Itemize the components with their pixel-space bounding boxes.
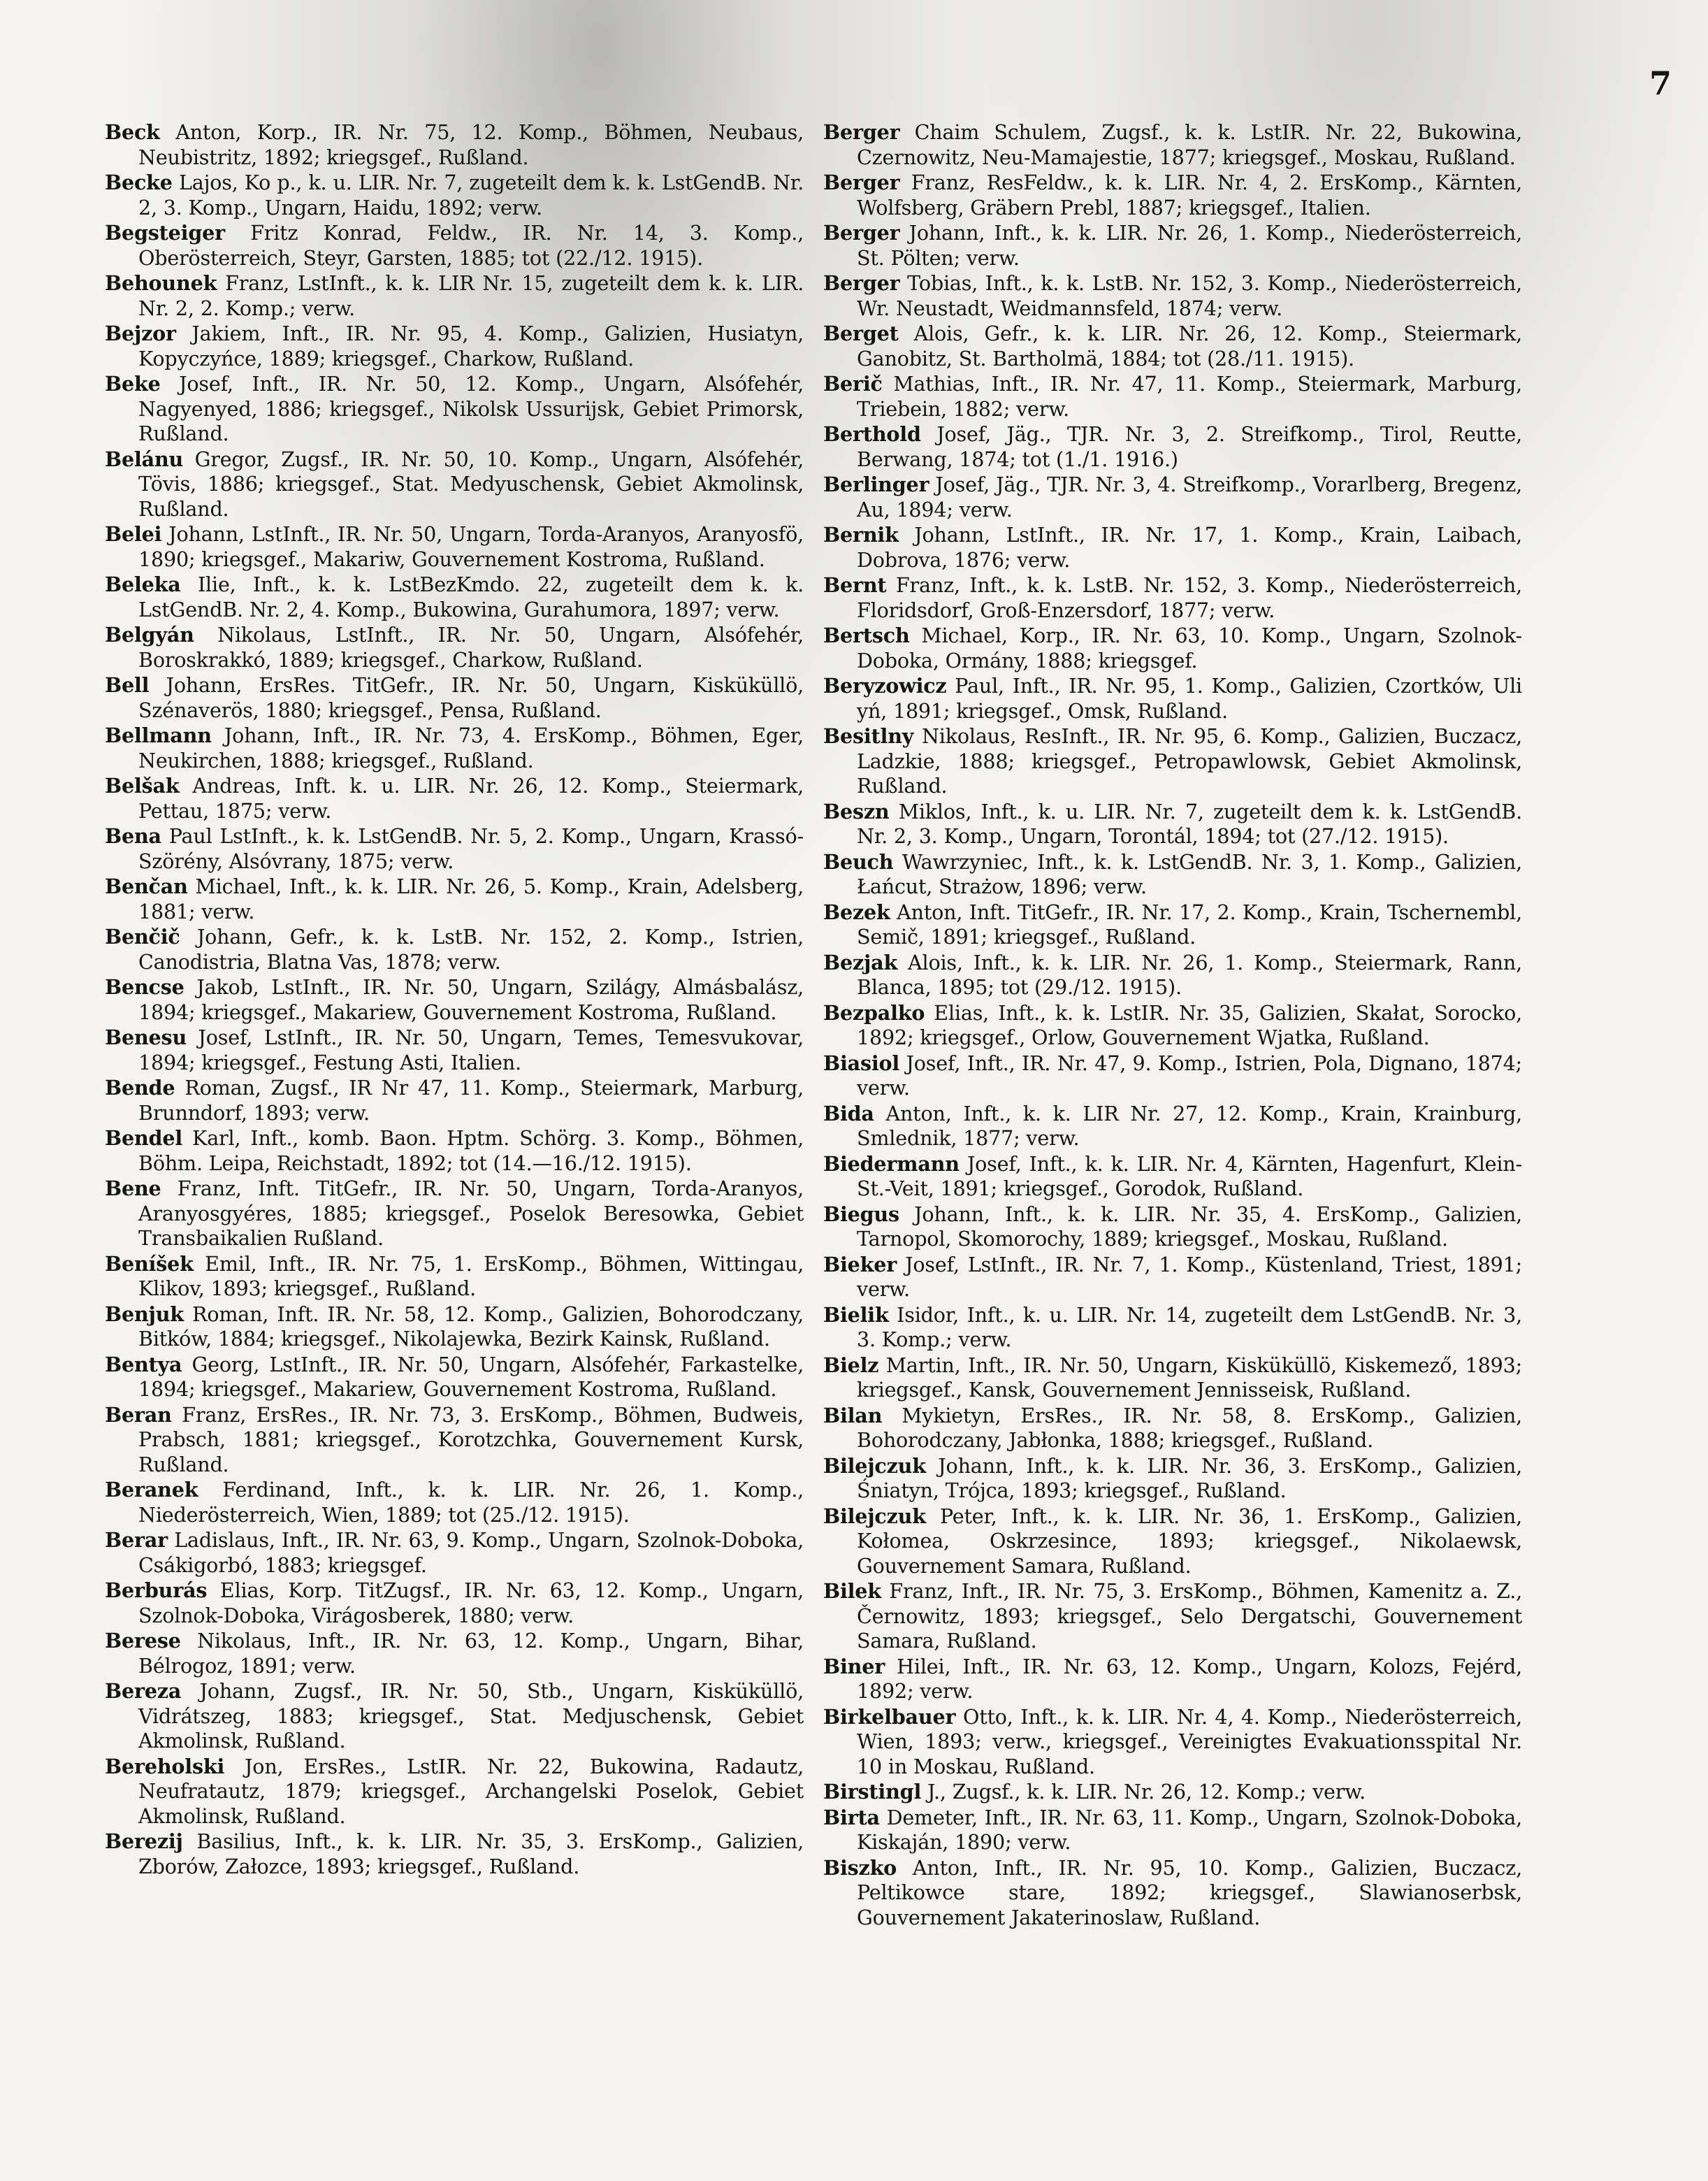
left-column: [105, 120, 804, 1880]
register-entry: [105, 221, 804, 271]
entry-surname: Bezpalko: [823, 1000, 925, 1025]
entry-details: Johann, Inft., k. k. LIR. Nr. 36, 3. ErsKomp., Galizien, Śniatyn, Trójca, 1893; kriegsgef., Rußland.: [857, 1453, 1523, 1502]
entry-surname: Berger: [823, 271, 900, 295]
register-entry: [823, 1655, 1522, 1704]
entry-surname: Bereholski: [105, 1754, 225, 1778]
register-entry: [823, 624, 1522, 673]
entry-surname: Biszko: [823, 1855, 897, 1880]
register-entry: [823, 1152, 1522, 1202]
entry-surname: Biner: [823, 1654, 885, 1678]
entry-surname: Berič: [823, 372, 883, 396]
register-entry: [105, 120, 804, 170]
entry-details: Karl, Inft., komb. Baon. Hptm. Schörg. 3. Komp., Böhmen, Böhm. Leipa, Reichstadt, 1892; tot (14.—16./12. 1915).: [138, 1126, 804, 1175]
entry-details: Lajos, Ko p., k. u. LIR. Nr. 7, zugeteilt dem k. k. LstGendB. Nr. 2, 3. Komp., Ungarn, Haidu, 1892; verw.: [138, 171, 804, 219]
entry-details: Johann, Inft., k. k. LIR. Nr. 26, 1. Komp., Niederösterreich, St. Pölten; verw.: [857, 221, 1523, 270]
entry-details: Franz, Inft. TitGefr., IR. Nr. 50, Ungarn, Torda-Aranyos, Aranyosgyéres, 1885; kriegsgef., Poselok Beresowka, Gebiet Transbaikalien Rußland.: [138, 1176, 804, 1250]
register-entry: [823, 1051, 1522, 1101]
entry-details: Paul, Inft., IR. Nr. 95, 1. Komp., Galizien, Czortków, Uli yń, 1891; kriegsgef., Omsk, Rußland.: [857, 674, 1522, 723]
register-entry: [823, 800, 1522, 849]
register-entry: [105, 1302, 804, 1352]
entry-surname: Bida: [823, 1101, 874, 1125]
entry-surname: Bezek: [823, 900, 890, 924]
register-entry: [823, 1780, 1522, 1805]
entry-surname: Berger: [823, 120, 900, 144]
entry-surname: Berget: [823, 322, 899, 345]
register-entry: [105, 1126, 804, 1176]
page-number: 7: [1649, 64, 1672, 102]
entry-details: Andreas, Inft. k. u. LIR. Nr. 26, 12. Komp., Steiermark, Pettau, 1875; verw.: [138, 774, 804, 823]
register-entry: [823, 372, 1522, 422]
entry-surname: Berburás: [105, 1578, 208, 1602]
register-entry: [823, 523, 1522, 573]
entry-details: Ilie, Inft., k. k. LstBezKmdo. 22, zugeteilt dem k. k. LstGendB. Nr. 2, 4. Komp., Bukowina, Gurahumora, 1897; verw.: [138, 573, 804, 621]
entry-details: Franz, ErsRes., IR. Nr. 73, 3. ErsKomp., Böhmen, Budweis, Prabsch, 1881; kriegsgef., Korotzchka, Gouvernement Kursk, Rußland.: [138, 1402, 804, 1476]
register-entry: [105, 1252, 804, 1302]
register-entry: [105, 1403, 804, 1478]
entry-surname: Bilan: [823, 1403, 883, 1427]
entry-details: Franz, Inft., k. k. LstB. Nr. 152, 3. Komp., Niederösterreich, Floridsdorf, Groß-Enzersdorf, 1877; verw.: [857, 573, 1522, 622]
register-entry: [823, 422, 1522, 472]
entry-details: Michael, Korp., IR. Nr. 63, 10. Komp., Ungarn, Szolnok-Doboka, Ormány, 1888; kriegsgef.: [857, 624, 1523, 672]
register-entry: [105, 1528, 804, 1578]
register-entry: [105, 824, 804, 874]
entry-surname: Bieker: [823, 1252, 897, 1276]
entry-details: Mykietyn, ErsRes., IR. Nr. 58, 8. ErsKomp., Galizien, Bohorodczany, Jabłonka, 1888; kriegsgef., Rußland.: [857, 1403, 1522, 1452]
entry-details: Jakiem, Inft., IR. Nr. 95, 4. Komp., Galizien, Husiatyn, Kopyczyńce, 1889; kriegsgef., Charkow, Rußland.: [138, 322, 804, 370]
register-entry: [105, 1578, 804, 1628]
entry-surname: Berger: [823, 171, 900, 194]
register-entry: [823, 850, 1522, 900]
entry-details: Basilius, Inft., k. k. LIR. Nr. 35, 3. ErsKomp., Galizien, Zborów, Załozce, 1893; kriegsgef., Rußland.: [138, 1829, 804, 1878]
entry-details: Josef, LstInft., IR. Nr. 7, 1. Komp., Küstenland, Triest, 1891; verw.: [857, 1252, 1523, 1301]
entry-details: Fritz Konrad, Feldw., IR. Nr. 14, 3. Komp., Oberösterreich, Steyr, Garsten, 1885; tot (22./12. 1915).: [138, 221, 804, 270]
register-entry: [823, 1856, 1522, 1931]
register-entry: [823, 1579, 1522, 1654]
entry-details: Jakob, LstInft., IR. Nr. 50, Ungarn, Szilágy, Almásbalász, 1894; kriegsgef., Makariew, Gouvernement Kostroma, Rußland.: [138, 975, 804, 1024]
entry-details: J., Zugsf., k. k. LIR. Nr. 26, 12. Komp.; verw.: [927, 1780, 1366, 1804]
entry-surname: Bencse: [105, 975, 184, 999]
entry-surname: Bellmann: [105, 724, 212, 747]
entry-surname: Berlinger: [823, 473, 929, 496]
entry-details: Franz, ResFeldw., k. k. LIR. Nr. 4, 2. ErsKomp., Kärnten, Wolfsberg, Gräbern Prebl, 1887; kriegsgef., Italien.: [857, 171, 1522, 219]
entry-details: Josef, Jäg., TJR. Nr. 3, 2. Streifkomp., Tirol, Reutte, Berwang, 1874; tot (1./1. 1916.): [857, 422, 1523, 471]
entry-details: Nikolaus, Inft., IR. Nr. 63, 12. Komp., Ungarn, Bihar, Bélrogoz, 1891; verw.: [138, 1629, 804, 1678]
register-entry: [105, 1076, 804, 1125]
entry-surname: Biedermann: [823, 1151, 960, 1176]
entry-surname: Biasiol: [823, 1051, 900, 1075]
register-entry: [823, 1001, 1522, 1051]
entry-surname: Beleka: [105, 573, 181, 596]
entry-surname: Beranek: [105, 1478, 198, 1502]
register-entry: [105, 522, 804, 572]
register-entry: [823, 1253, 1522, 1302]
register-entry: [823, 1202, 1522, 1252]
entry-surname: Belei: [105, 522, 162, 546]
entry-details: Gregor, Zugsf., IR. Nr. 50, 10. Komp., Ungarn, Alsófehér, Tövis, 1886; kriegsgef., Stat. Medyuschensk, Gebiet Akmolinsk, Rußland.: [138, 447, 804, 521]
register-entry: [105, 447, 804, 522]
register-entry: [105, 1679, 804, 1754]
entry-surname: Bilejczuk: [823, 1453, 926, 1478]
entry-surname: Birta: [823, 1805, 880, 1829]
entry-surname: Beryzowicz: [823, 674, 947, 698]
entry-surname: Belšak: [105, 774, 180, 798]
entry-details: Roman, Zugsf., IR Nr 47, 11. Komp., Steiermark, Marburg, Brunndorf, 1893; verw.: [138, 1076, 804, 1125]
entry-details: Emil, Inft., IR. Nr. 75, 1. ErsKomp., Böhmen, Wittingau, Klikov, 1893; kriegsgef., Rußland.: [138, 1251, 804, 1300]
entry-details: Nikolaus, LstInft., IR. Nr. 50, Ungarn, Alsófehér, Boroskrakkó, 1889; kriegsgef., Charkow, Rußland.: [138, 623, 804, 672]
entry-details: Chaim Schulem, Zugsf., k. k. LstIR. Nr. 22, Bukowina, Czernowitz, Neu-Mamajestie, 1877; kriegsgef., Moskau, Rußland.: [857, 120, 1522, 169]
entry-details: Franz, LstInft., k. k. LIR Nr. 15, zugeteilt dem k. k. LIR. Nr. 2, 2. Komp.; verw.: [138, 271, 804, 320]
entry-surname: Bilejczuk: [823, 1504, 926, 1528]
entry-surname: Berezij: [105, 1829, 183, 1853]
entry-details: Alois, Gefr., k. k. LIR. Nr. 26, 12. Komp., Steiermark, Ganobitz, St. Bartholmä, 1884; tot (28./11. 1915).: [857, 322, 1522, 370]
register-entry: [823, 724, 1522, 799]
entry-surname: Bentya: [105, 1352, 182, 1376]
entry-surname: Bell: [105, 673, 150, 697]
entry-details: Johann, Zugsf., IR. Nr. 50, Stb., Ungarn, Kisküküllö, Vidrátszeg, 1883; kriegsgef., Stat. Medjuschensk, Gebiet Akmolinsk, Rußland.: [138, 1679, 804, 1752]
entry-surname: Berger: [823, 221, 900, 245]
register-entry: [105, 1025, 804, 1075]
entry-details: Josef, Inft., k. k. LIR. Nr. 4, Kärnten, Hagenfurt, Klein-St.-Veit, 1891; kriegsgef., Gorodok, Rußland.: [857, 1151, 1523, 1200]
register-entry: [823, 1806, 1522, 1855]
entry-surname: Bielik: [823, 1302, 889, 1327]
register-entry: [105, 372, 804, 447]
register-entry: [105, 573, 804, 622]
entry-surname: Bendel: [105, 1126, 182, 1150]
entry-details: Otto, Inft., k. k. LIR. Nr. 4, 4. Komp., Niederösterreich, Wien, 1893; verw., kriegsgef., Vereinigtes Evakuationsspital Nr. 10 in Moskau, Rußland.: [857, 1704, 1522, 1778]
register-entry: [105, 673, 804, 723]
register-entry: [105, 1478, 804, 1527]
entry-details: Elias, Inft., k. k. LstIR. Nr. 35, Galizien, Skałat, Sorocko, 1892; kriegsgef., Orlow, Gouvernement Wjatka, Rußland.: [857, 1000, 1523, 1049]
entry-surname: Bereza: [105, 1679, 182, 1703]
entry-surname: Beuch: [823, 849, 894, 874]
entry-details: Nikolaus, ResInft., IR. Nr. 95, 6. Komp., Galizien, Buczacz, Ladzkie, 1888; kriegsgef., Petropawlowsk, Gebiet Akmolinsk, Rußland.: [857, 724, 1523, 798]
entry-surname: Bernik: [823, 523, 899, 547]
entry-surname: Bilek: [823, 1579, 881, 1603]
entry-surname: Bejzor: [105, 322, 176, 345]
entry-details: Josef, Inft., IR. Nr. 47, 9. Komp., Istrien, Pola, Dignano, 1874; verw.: [857, 1051, 1522, 1100]
entry-details: Alois, Inft., k. k. LIR. Nr. 26, 1. Komp., Steiermark, Rann, Blanca, 1895; tot (29./12. 1915).: [857, 950, 1523, 999]
entry-surname: Beran: [105, 1402, 172, 1427]
register-entry: [105, 975, 804, 1025]
register-entry: [823, 1303, 1522, 1353]
register-entry: [823, 1102, 1522, 1151]
entry-details: Tobias, Inft., k. k. LstB. Nr. 152, 3. Komp., Niederösterreich, Wr. Neustadt, Weidmannsfeld, 1874; verw.: [857, 271, 1522, 320]
entry-surname: Bernt: [823, 573, 887, 597]
entry-details: Johann, Inft., k. k. LIR. Nr. 35, 4. ErsKomp., Galizien, Tarnopol, Skomorochy, 1889; kriegsgef., Moskau, Rußland.: [857, 1202, 1523, 1251]
entry-surname: Bene: [105, 1176, 161, 1200]
entry-details: Anton, Inft., IR. Nr. 95, 10. Komp., Galizien, Buczacz, Peltikowce stare, 1892; kriegsgef., Slawianoserbsk, Gouvernement Jakaterinoslaw, Rußland.: [857, 1855, 1523, 1929]
entry-details: Anton, Korp., IR. Nr. 75, 12. Komp., Böhmen, Neubaus, Neubistritz, 1892; kriegsgef., Rußland.: [138, 120, 804, 169]
entry-details: Josef, LstInft., IR. Nr. 50, Ungarn, Temes, Temesvukovar, 1894; kriegsgef., Festung Asti, Italien.: [138, 1025, 804, 1074]
entry-surname: Birkelbauer: [823, 1704, 956, 1729]
register-entry: [105, 874, 804, 924]
register-entry: [823, 120, 1522, 170]
entry-surname: Berthold: [823, 422, 921, 446]
register-entry: [105, 774, 804, 823]
register-entry: [823, 271, 1522, 321]
register-entry: [105, 271, 804, 321]
register-entry: [105, 1353, 804, 1402]
register-entry: [823, 1705, 1522, 1780]
entry-surname: Behounek: [105, 271, 217, 295]
entry-surname: Bielz: [823, 1353, 879, 1377]
entry-details: Jon, ErsRes., LstIR. Nr. 22, Bukowina, Radautz, Neufratautz, 1879; kriegsgef., Archangelski Poselok, Gebiet Akmolinsk, Rußland.: [138, 1754, 804, 1828]
entry-details: Martin, Inft., IR. Nr. 50, Ungarn, Kisküküllö, Kiskemező, 1893; kriegsgef., Kansk, Gouvernement Jennisseisk, Rußland.: [857, 1353, 1523, 1402]
register-entry: [105, 1176, 804, 1251]
entry-details: Hilei, Inft., IR. Nr. 63, 12. Komp., Ungarn, Kolozs, Fejérd, 1892; verw.: [857, 1654, 1523, 1703]
entry-surname: Besitlny: [823, 724, 914, 748]
register-entry: [105, 171, 804, 220]
entry-surname: Belgyán: [105, 623, 194, 647]
register-entry: [823, 171, 1522, 220]
right-column: [823, 120, 1522, 1931]
entry-details: Franz, Inft., IR. Nr. 75, 3. ErsKomp., Böhmen, Kamenitz a. Z., Černowitz, 1893; kriegsgef., Selo Dergatschi, Gouvernement Samara, Rußland.: [857, 1579, 1522, 1653]
register-entry: [105, 1755, 804, 1829]
entry-surname: Benesu: [105, 1025, 187, 1049]
entry-surname: Benčič: [105, 925, 180, 949]
entry-details: Josef, Inft., IR. Nr. 50, 12. Komp., Ungarn, Alsófehér, Nagyenyed, 1886; kriegsgef., Nikolsk Ussurijsk, Gebiet Primorsk, Rußland.: [138, 372, 804, 445]
entry-surname: Beck: [105, 120, 160, 144]
entry-surname: Benčan: [105, 874, 188, 898]
entry-details: Georg, LstInft., IR. Nr. 50, Ungarn, Alsófehér, Farkastelke, 1894; kriegsgef., Makariew, Gouvernement Kostroma, Rußland.: [138, 1352, 804, 1401]
entry-surname: Bena: [105, 824, 161, 848]
entry-surname: Benjuk: [105, 1302, 184, 1326]
entry-details: Anton, Inft. TitGefr., IR. Nr. 17, 2. Komp., Krain, Tschernembl, Semič, 1891; kriegsgef., Rußland.: [857, 900, 1522, 949]
register-entry: [823, 573, 1522, 623]
entry-surname: Beníšek: [105, 1251, 194, 1276]
entry-details: Miklos, Inft., k. u. LIR. Nr. 7, zugeteilt dem k. k. LstGendB. Nr. 2, 3. Komp., Ungarn, Torontál, 1894; tot (27./12. 1915).: [857, 799, 1522, 848]
entry-surname: Becke: [105, 171, 173, 194]
entry-details: Josef, Jäg., TJR. Nr. 3, 4. Streifkomp., Vorarlberg, Bregenz, Au, 1894; verw.: [857, 473, 1522, 521]
entry-details: Johann, LstInft., IR. Nr. 17, 1. Komp., Krain, Laibach, Dobrova, 1876; verw.: [857, 523, 1523, 572]
register-entry: [823, 900, 1522, 950]
entry-details: Johann, ErsRes. TitGefr., IR. Nr. 50, Ungarn, Kisküküllö, Szénaverös, 1880; kriegsgef., Pensa, Rußland.: [138, 673, 804, 722]
entry-surname: Begsteiger: [105, 221, 225, 245]
register-entry: [105, 724, 804, 773]
entry-details: Peter, Inft., k. k. LIR. Nr. 36, 1. ErsKomp., Galizien, Kołomea, Oskrzesince, 1893; kriegsgef., Nikolaewsk, Gouvernement Samara, Rußland.: [857, 1504, 1522, 1578]
entry-details: Anton, Inft., k. k. LIR Nr. 27, 12. Komp., Krain, Krainburg, Smlednik, 1877; verw.: [857, 1101, 1523, 1150]
entry-surname: Beszn: [823, 799, 890, 823]
entry-details: Michael, Inft., k. k. LIR. Nr. 26, 5. Komp., Krain, Adelsberg, 1881; verw.: [138, 874, 804, 923]
entry-surname: Bezjak: [823, 950, 898, 974]
register-entry: [823, 1404, 1522, 1453]
register-entry: [105, 925, 804, 974]
entry-surname: Bende: [105, 1076, 175, 1100]
entry-details: Johann, Gefr., k. k. LstB. Nr. 152, 2. Komp., Istrien, Canodistria, Blatna Vas, 1878; verw.: [138, 925, 804, 974]
entry-details: Ferdinand, Inft., k. k. LIR. Nr. 26, 1. Komp., Niederösterreich, Wien, 1889; tot (25./12. 1915).: [138, 1478, 804, 1527]
register-entry: [823, 674, 1522, 724]
register-entry: [823, 1353, 1522, 1403]
entry-details: Isidor, Inft., k. u. LIR. Nr. 14, zugeteilt dem LstGendB. Nr. 3, 3. Komp.; verw.: [857, 1302, 1523, 1351]
entry-surname: Berar: [105, 1528, 168, 1552]
entry-surname: Birstingl: [823, 1780, 922, 1804]
register-entry: [823, 1454, 1522, 1504]
register-entry: [823, 473, 1522, 522]
register-entry: [105, 322, 804, 371]
register-entry: [105, 1829, 804, 1879]
register-entry: [105, 1629, 804, 1678]
entry-details: Wawrzyniec, Inft., k. k. LstGendB. Nr. 3, 1. Komp., Galizien, Łańcut, Strażow, 1896; verw.: [857, 849, 1523, 898]
register-entry: [823, 322, 1522, 371]
register-entry: [823, 221, 1522, 271]
entry-details: Roman, Inft. IR. Nr. 58, 12. Komp., Galizien, Bohorodczany, Bitków, 1884; kriegsgef., Nikolajewka, Bezirk Kainsk, Rußland.: [138, 1302, 804, 1351]
register-entry: [823, 951, 1522, 1000]
register-entry: [823, 1504, 1522, 1579]
entry-details: Johann, LstInft., IR. Nr. 50, Ungarn, Torda-Aranyos, Aranyosfö, 1890; kriegsgef., Makariw, Gouvernement Kostroma, Rußland.: [138, 522, 804, 571]
entry-details: Johann, Inft., IR. Nr. 73, 4. ErsKomp., Böhmen, Eger, Neukirchen, 1888; kriegsgef., Rußland.: [138, 724, 804, 772]
entry-details: Mathias, Inft., IR. Nr. 47, 11. Komp., Steiermark, Marburg, Triebein, 1882; verw.: [857, 372, 1523, 421]
entry-surname: Berese: [105, 1629, 181, 1653]
entry-surname: Beke: [105, 372, 161, 396]
entry-details: Elias, Korp. TitZugsf., IR. Nr. 63, 12. Komp., Ungarn, Szolnok-Doboka, Virágosberek, 1880; verw.: [138, 1578, 804, 1627]
entry-surname: Belánu: [105, 447, 184, 471]
entry-details: Ladislaus, Inft., IR. Nr. 63, 9. Komp., Ungarn, Szolnok-Doboka, Csákigorbó, 1883; kriegsgef.: [138, 1528, 804, 1577]
entry-details: Demeter, Inft., IR. Nr. 63, 11. Komp., Ungarn, Szolnok-Doboka, Kiskaján, 1890; verw.: [857, 1805, 1522, 1854]
register-entry: [105, 623, 804, 672]
entry-surname: Bertsch: [823, 624, 910, 647]
entry-details: Paul LstInft., k. k. LstGendB. Nr. 5, 2. Komp., Ungarn, Krassó-Szörény, Alsóvrany, 1875; verw.: [138, 824, 804, 873]
entry-surname: Biegus: [823, 1202, 899, 1226]
